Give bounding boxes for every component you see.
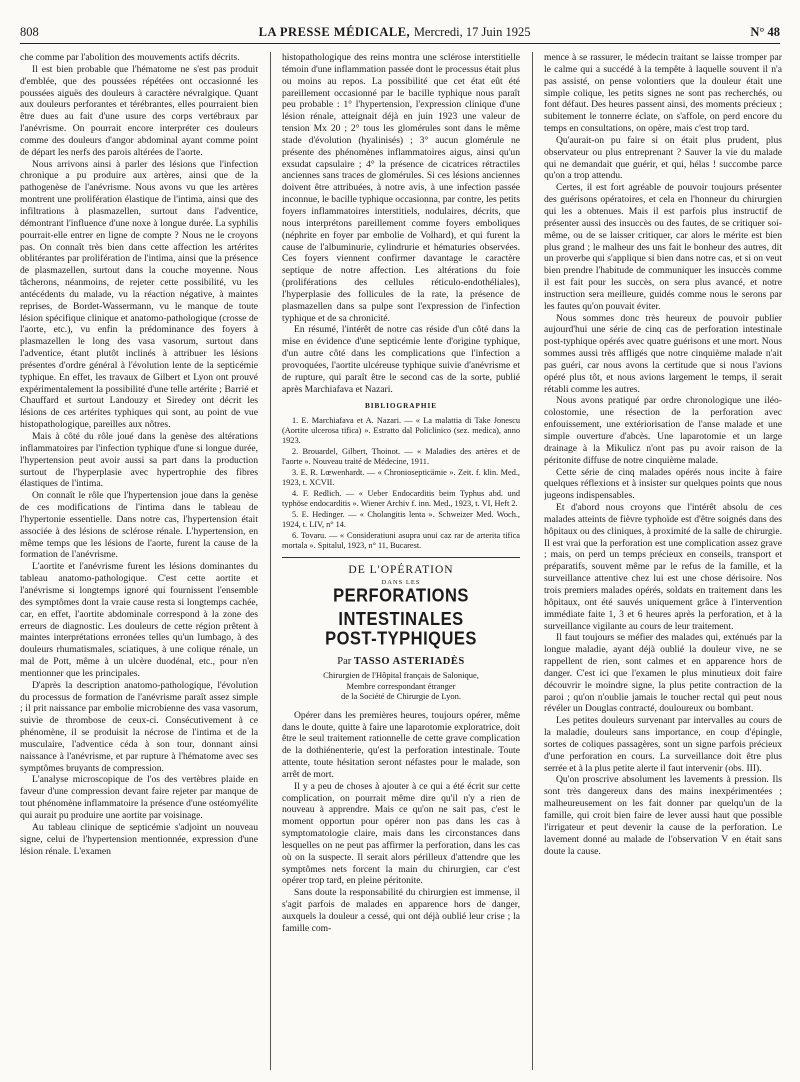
paragraph: D'après la description anatomo-pathologique, l'évolution du processus de formation de l'anévrisme paraît assez simple ; il prit naissance par embolie microbienne des vasa vasorum, suivie de thrombose de ceux-ci. Consécutivement à ce phénomène, il se produisit la nécrose de l'intima et de la musculaire, l'adventice céda à son tour, donnant ainsi naissance à l'anévrisme, et par rupture à l'hématome avec ses symptômes bruyants de compression. xyxy=(20,679,258,774)
article-title-line-2: DANS LES xyxy=(381,579,421,587)
bibliography-list xyxy=(282,416,520,551)
text-columns xyxy=(20,52,780,1072)
column-3 xyxy=(544,52,782,1070)
paragraph: L'aortite et l'anévrisme furent les lésions dominantes du tableau anatomo-pathologique. C'est cette aortite et l'anévrisme si longtemps ignoré qui fournissent l'ensemble des symptômes dont la vraie cause resta si longtemps cachée, car, en effet, l'aortite abdominale correspond à la zone des erreurs de diagnostic. Les douleurs de cette région prêtent à maintes interprétations erronées telles qu'un lumbago, à des douleurs rhumatismales, sciatiques, à une colique rénale, un mal de Pott, même à un ulcère duodénal, etc., pour n'en mentionner que les principales. xyxy=(20,561,258,679)
bibliography-entry: 6. Tovaru. — « Consideratiuni asupra unui caz rar de arterita tifica mortala ». Spitalul, 1923, n° 11, Bucarest. xyxy=(282,531,520,551)
bibliography-entry: 4. F. Redlich. — « Ueber Endocarditis beim Typhus abd. und typhöse endocarditis ». Wiener Archiv f. inn. Med., 1923, t. VI, Heft 2. xyxy=(282,489,520,509)
paragraph: Qu'aurait-on pu faire si on était plus prudent, plus observateur ou plus entreprenant ? Sauver la vie du malade qui ne demandait que guérir, et qui, hélas ! succombe parce qu'on a trop attendu. xyxy=(544,134,782,182)
article-title-line-4: POST-TYPHIQUES xyxy=(325,629,477,650)
page-header xyxy=(20,18,780,44)
paragraph: Cette série de cinq malades opérés nous incite à faire quelques réflexions et à insister sur quelques points que nous jugeons indispensables. xyxy=(544,466,782,502)
bibliography-entry: 5. E. Hedinger. — « Cholangitis lenta ». Schweizer Med. Woch., 1924, t. LIV, n° 14. xyxy=(282,510,520,530)
bibliography-entry: 2. Brouardel, Gilbert, Thoinot. — « Maladies des artères et de l'aorte ». Nouveau traité de Médecine, 1911. xyxy=(282,447,520,467)
paragraph: Il est bien probable que l'hématome ne s'est pas produit d'emblée, que des poussées répétées ont occasionné les poussées aiguës des douleurs à caractère névralgique. Quant aux douleurs perforantes et térébrantes, elles pourraient bien être dues au fait d'une usure des corps vertébraux par l'anévrisme. On pourrait encore interpréter ces douleurs comme des douleurs d'angor abdominal ayant comme point de départ les nerfs des parois altérées de l'aorte. xyxy=(20,63,258,158)
article-author xyxy=(282,656,520,668)
column-1 xyxy=(20,52,258,1070)
author-prefix: Par xyxy=(337,656,354,668)
paragraph: Nous arrivons ainsi à parler des lésions que l'infection chronique a pu produire aux artères, ainsi que de la pathogenèse de l'anévrisme. Nous avons vu que les artères montrent une prolifération élastique de l'intima, ainsi que des infiltrations à plasmazellen, surtout dans l'adventice, démontrant l'influence d'une noxe à longue durée. La syphilis pourrait-elle entrer en ligne de compte ? Nous ne le croyons pas. On connaît très bien dans cette affection les artérites oblitérantes par prolifération de l'intima, ainsi que la présence de plasmazellen, surtout dans la couche moyenne. Nous tâcherons, néanmoins, de rejeter cette possibilité, vu les antécédents du malade, vu la réaction négative, à maintes reprises, de Bordet-Wassermann, vu le manque de toute lésion spécifique clinique et anatomo-pathologique (crosse de l'aorte, etc.), vu enfin la prédominance des foyers à plasmazellen le long des vasa vasorum, surtout dans l'adventice, étant plutôt inclinés à attribuer les lésions présentes d'ordre général à l'évolution lente de la septicémie typhique. En effet, les travaux de Gilbert et Lyon ont prouvé expérimentalement la possibilité d'une telle artérite ; Barrié et Chauffard et surtout Landouzy et Siredey ont décrit les lésions de ces artérites typhiques qui sont, au point de vue histopathologique, pareilles aux nôtres. xyxy=(20,158,258,431)
author-affiliation xyxy=(282,670,520,702)
paragraph: Au tableau clinique de septicémie s'adjoint un nouveau signe, celui de l'hypertension mentionnée, expression d'une lésion rénale. L'examen xyxy=(20,821,258,857)
paragraph: On connaît le rôle que l'hypertension joue dans la genèse de ces modifications de l'intima dans le tableau de l'hypertonie essentielle. Dans notre cas, l'hypertension était associée à des lésions de sclérose rénale. L'hypertension, en même temps que les lésions de l'aorte, furent la cause de la formation de l'anévrisme. xyxy=(20,490,258,561)
journal-title xyxy=(259,25,531,40)
paragraph: Nous sommes donc très heureux de pouvoir publier aujourd'hui une série de cinq cas de perforation intestinale post-typhique opérés avec quatre guérisons et une mort. Nous sommes aussi très affligés que notre cinquième malade n'ait pas guéri, car nous avons la certitude que si nous l'avions opéré plus tôt, et nous avions largement le temps, il serait rétabli comme les autres. xyxy=(544,312,782,395)
paragraph: Les petites douleurs survenant par intervalles au cours de la maladie, douleurs sans importance, en coup d'épingle, sortes de coliques passagères, sont un signe parfois précieux d'une perforation en cours. La surveillance doit être plus serrée et à la plus petite alerte il faut intervenir (obs. III). xyxy=(544,715,782,774)
paragraph: Qu'on proscrive absolument les lavements à pression. Ils sont très dangereux dans des mains inexpérimentées ; malheureusement on les fait donner par quelqu'un de la famille, qui croit bien faire de lever aussi haut que possible l'irrigateur et peut devenir la cause de la perforation. Le lavement donné au malade de l'observation V en était sans doute la cause. xyxy=(544,774,782,857)
bibliography-entry: 1. E. Marchiafava et A. Nazari. — « La malattia di Take Jonescu (Aortite ulcerosa tifica) ». Estratto dal Policlinico (sez. medica), anno 1923. xyxy=(282,416,520,446)
affiliation-line: Chirurgien de l'Hôpital français de Salonique, xyxy=(323,670,479,681)
paragraph: mence à se rassurer, le médecin traitant se laisse tromper par le calme qui a succédé à la tempête à laquelle souvent il n'a pas assisté, on pense volontiers que la douleur était une simple colique, les petits signes ne sont pas recherchés, ou font défaut. Des heures passent ainsi, des moments précieux ; subitement le tonnerre éclate, on s'affole, on perd encore du temps en consultations, on opère, mais c'est trop tard. xyxy=(544,52,782,135)
affiliation-line: de la Société de Chirurgie de Lyon. xyxy=(341,691,461,702)
column-divider xyxy=(270,52,271,1070)
article-separator xyxy=(282,557,520,558)
paragraph: Sans doute la responsabilité du chirurgien est immense, il s'agit parfois de malades en apparence hors de danger, auxquels la douleur a cessé, qui ont déjà oublié leur crise ; la famille com- xyxy=(282,887,520,934)
bibliography-entry: 3. E. R. Lœwenhardt. — « Chroniosepticämie ». Zeit. f. klin. Med., 1923, t. XCVII. xyxy=(282,468,520,488)
paragraph: L'analyse microscopique de l'os des vertèbres plaide en faveur d'une compression devant faire rejeter par manque de tout phénomène inflammatoire la présence d'une ostéomyélite qui aurait pu produire une aortite par voisinage. xyxy=(20,774,258,821)
journal-name: LA PRESSE MÉDICALE, xyxy=(258,25,411,39)
column-divider xyxy=(532,52,533,1070)
article-heading xyxy=(282,563,520,701)
paragraph: Certes, il est fort agréable de pouvoir toujours présenter des guérisons opératoires, et cela en l'honneur du chirurgien qui les a obtenues. Mais il est parfois plus instructif de présenter aussi des insuccès ou des fautes, de se critiquer soi-même, ou de se laisser critiquer, car alors le mérite est bien plus grand ; le malheur des uns fait le bonheur des autres, dit un proverbe qui s'applique si bien dans notre cas, et si on veut bien prendre l'habitude de communiquer les insuccès comme il est fait pour les succès, on sera plus avancé, et notre instruction sera meilleure, guidés comme nous le serons par les fautes qu'on pouvait éviter. xyxy=(544,182,782,312)
author-name: TASSO ASTERIADÈS xyxy=(353,656,465,668)
column-2 xyxy=(282,52,520,1070)
paragraph: Et d'abord nous croyons que l'intérêt absolu de ces malades atteints de fièvre typhoïde est d'être soignés dans des hôpitaux ou des cliniques, à proximité de la salle de chirurgie. Il est vrai que la perforation est une complication assez grave ; mais, on perd un temps précieux en conseils, transport et préparatifs, souvent même par le refus de la famille, et la surveillance attentive chez lui est une chose dérisoire. Nos trois premiers malades opérés, soldats en traitement dans les hôpitaux, ont été sauvés uniquement grâce à l'intervention immédiate faite 1, 3 et 6 heures après la perforation, et à la surveillance vigilante au cours de leur traitement. xyxy=(544,502,782,632)
paragraph: histopathologique des reins montra une sclérose interstitielle témoin d'une inflammation passée dont le processus était plus ou moins au repos. La possibilité que cet état eût été pareillement occasionné par le bacille typhique nous paraît peu probable : 1° l'hypertension, l'expression clinique d'une lésion rénale, atteignait déjà en juin 1923 une valeur de tension Mx 20 ; 2° tous les glomérules sont dans le même stade d'évolution (hyalinisés) ; 3° aucun glomérule ne présente des phénomènes inflammatoires aigus, ainsi qu'un exsudat capsulaire ; 4° la présence de cicatrices rétractiles anciennes sans traces de glomérules. Si ces lésions anciennes doivent être attribuées, à notre avis, à une infection passée inconnue, le bacille typhique occasionna, par contre, les petits foyers inflammatoires interstitiels, nodulaires, décrits, que nous interprétons pareillement comme foyers emboliques (néphrite en foyer par embolie de Volhard), et qui furent la cause de l'albuminurie, cylindrurie et hématuries observées. Ces foyers viennent confirmer davantage le caractère septique de notre affection. Les altérations du foie (proliférations des cellules réticulo-endothéliales), l'hyperplasie des follicules de la rate, la présence de plasmazellen dans sa pulpe sont l'expression de l'infection typhique et de sa chronicité. xyxy=(282,52,520,324)
issue-date: Mercredi, 17 Juin 1925 xyxy=(413,25,531,39)
issue-number: N° 48 xyxy=(750,25,780,39)
paragraph: Il faut toujours se méfier des malades qui, exténués par la longue maladie, ayant déjà oublié la douleur vive, ne se rappellent de rien, sont calmes et en apparence hors de danger. C'est ici que l'examen le plus minutieux doit faire découvrir le moindre signe, la plus petite contraction de la paroi ; qu'on n'oublie jamais le toucher rectal qui peut nous révéler un Douglas contracté, douloureux ou bombant. xyxy=(544,632,782,715)
affiliation-line: Membre correspondant étranger xyxy=(346,680,456,691)
paragraph: che comme par l'abolition des mouvements actifs décrits. xyxy=(20,52,240,63)
page-number: 808 xyxy=(20,25,39,39)
bibliography-heading: BIBLIOGRAPHIE xyxy=(364,402,438,411)
paragraph: En résumé, l'intérêt de notre cas réside d'un côté dans la mise en évidence d'une septicémie lente d'origine typhique, d'un autre côté dans les complications que l'infection a provoquées, l'aortite ulcéreuse typhique suivie d'anévrisme et de rupture, qui paraît être le second cas de la sorte, publié après Marchiafava et Nazari. xyxy=(282,324,520,395)
paragraph: Il y a peu de choses à ajouter à ce qui a été écrit sur cette complication, on pourrait même dire qu'il n'y a rien de nouveau à apprendre. Mais ce qu'on ne sait pas, c'est le moment opportun pour opérer non pas dans les cas à symptomatologie claire, mais dans les circonstances dans lesquelles on ne peut pas affirmer la perforation, dans les cas où on la suspecte. Il serait alors périlleux d'attendre que les symptômes nets forcent la main du chirurgien, car c'est opérer trop tard, en pleine péritonite. xyxy=(282,780,520,887)
paragraph: Opérer dans les premières heures, toujours opérer, même dans le doute, quitte à faire une laparotomie exploratrice, doit être le seul traitement rationnelle de cette grave complication de la dothiénenterie, qu'est la perforation intestinale. Toute attente, toute hésitation seront néfastes pour le malade, son arrêt de mort. xyxy=(282,709,520,780)
article-title-line-3: PERFORATIONS INTESTINALES xyxy=(333,585,469,630)
article-title-line-1: DE L'OPÉRATION xyxy=(348,564,454,577)
paragraph: Nous avons pratiqué par ordre chronologique une iléo-colostomie, une résection de la perforation avec enfouissement, une extériorisation de l'anse malade et une simple ouverture d'abcès. Une laparotomie et un large drainage à la Mikulicz n'ont pas pu avoir raison de la péritonite diffuse de notre cinquième malade. xyxy=(544,395,782,466)
paragraph: Mais à côté du rôle joué dans la genèse des altérations inflammatoires par l'infection typhique d'une si longue durée, l'hypertension peut avoir aussi sa part dans la production surtout de l'hyperplasie avec hypertrophie des fibres élastiques de l'intima. xyxy=(20,431,258,490)
